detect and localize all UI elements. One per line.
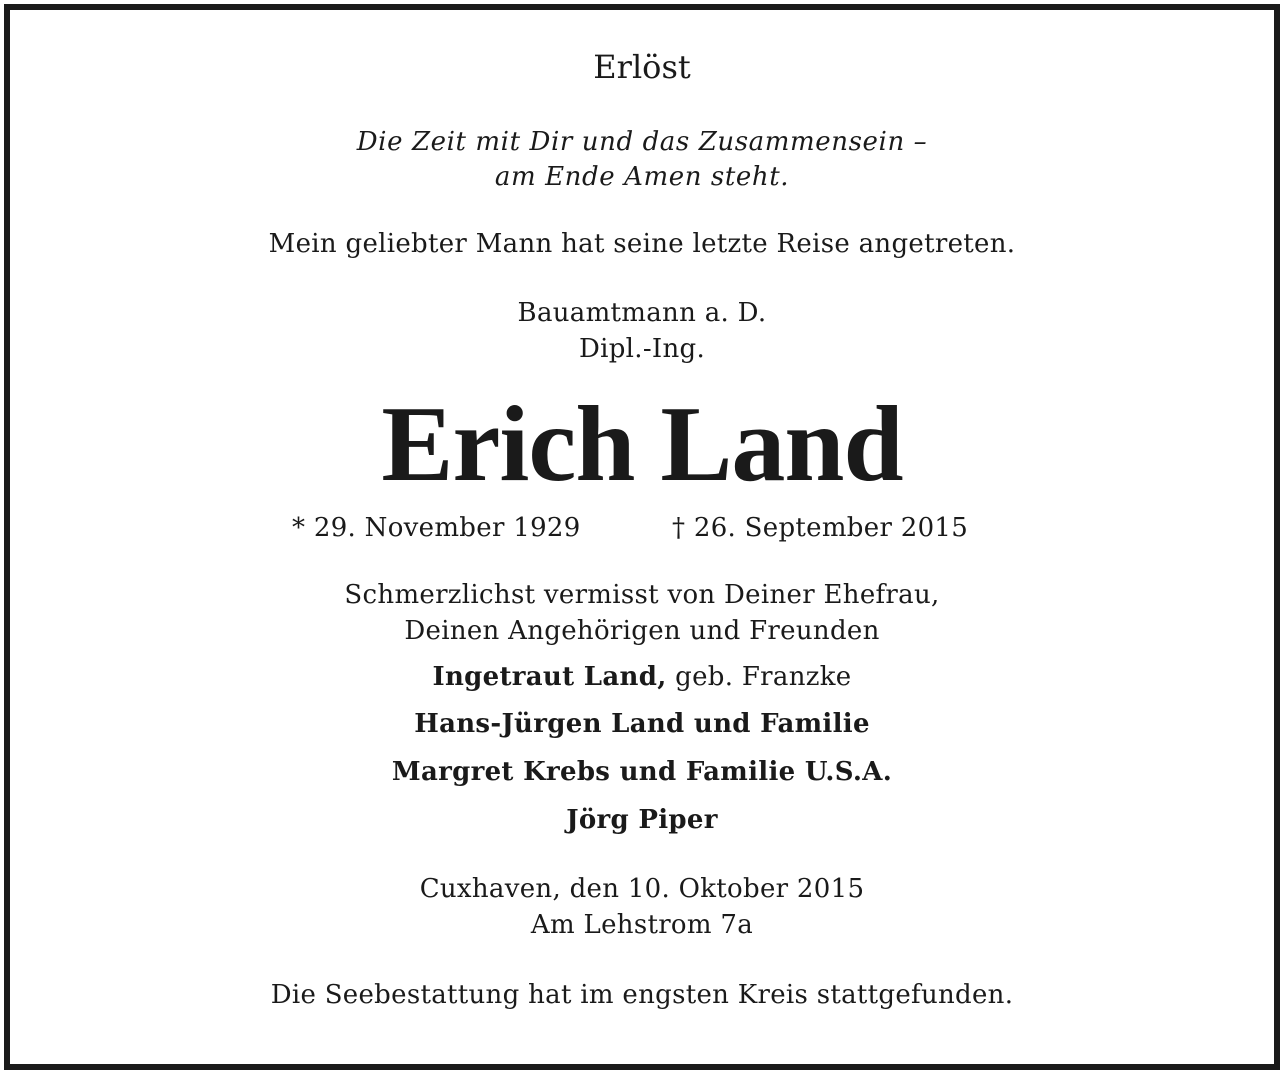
address: Am Lehstrom 7a (530, 910, 754, 940)
mourning-line-1: Schmerzlichst vermisst von Deiner Ehefrau, (344, 580, 940, 610)
closing-note: Die Seebestattung hat im engsten Kreis stattgefunden. (270, 980, 1014, 1010)
place-and-date: Cuxhaven, den 10. Oktober 2015 (419, 874, 865, 904)
notice-heading: Erlöst (593, 48, 691, 86)
family-member-1: Hans-Jürgen Land und Familie (414, 709, 870, 739)
notice-frame (4, 4, 1280, 1070)
wife-maiden-name: geb. Franzke (666, 662, 852, 692)
family-member-2: Margret Krebs und Familie U.S.A. (391, 757, 893, 787)
intro-text: Mein geliebter Mann hat seine letzte Reise angetreten. (268, 229, 1016, 259)
verse-line-2: am Ende Amen steht. (494, 162, 790, 192)
family-member-3: Jörg Piper (566, 805, 718, 835)
family-wife (10, 662, 1274, 692)
verse-line-1: Die Zeit mit Dir und das Zusammensein – (356, 127, 928, 157)
obituary-notice (10, 10, 1274, 1064)
title-line-2: Dipl.-Ing. (578, 334, 706, 364)
deceased-name: Erich Land (381, 385, 903, 504)
birth-date: * 29. November 1929 (292, 513, 581, 543)
mourning-line-2: Deinen Angehörigen und Freunden (404, 616, 880, 646)
death-date: † 26. September 2015 (672, 513, 969, 543)
title-line-1: Bauamtmann a. D. (517, 298, 767, 328)
wife-name: Ingetraut Land, (432, 662, 667, 692)
